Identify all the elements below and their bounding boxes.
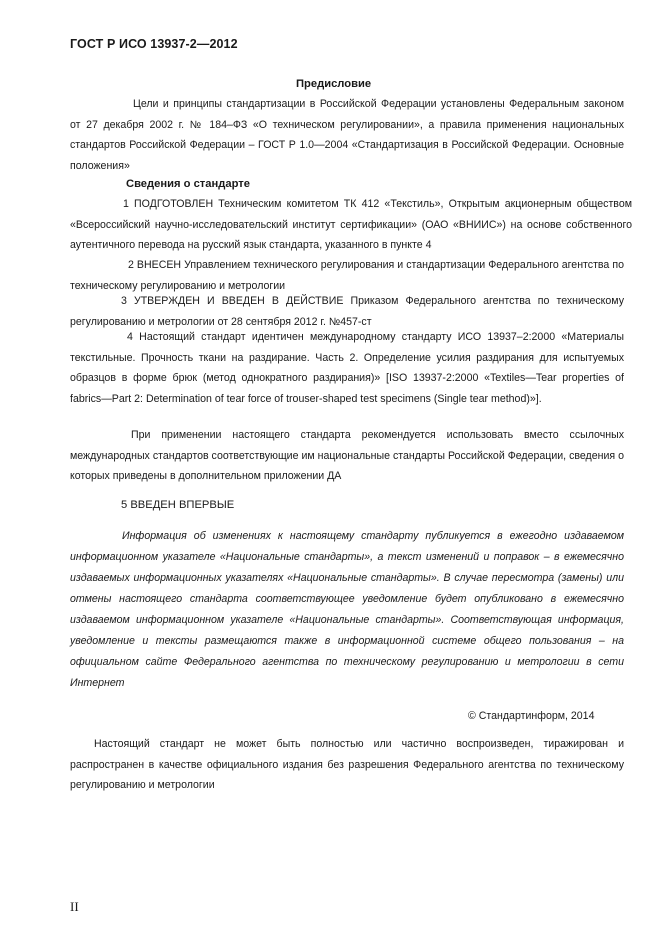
item-5-first-introduced: 5 ВВЕДЕН ВПЕРВЫЕ bbox=[121, 499, 235, 511]
changes-info-text: Информация об изменениях к настоящему стандарту публикуется в ежегодно издаваемом информационном указателе «Национальные стандарты», а текст изменений и поправок – в ежемесячно издаваемых информационных указателях «Национальные стандарты». В случае пересмотра (замены) или отмены настоящего стандарта соответствующее уведомление будет опубликовано в ежемесячно издаваемом информационном указателе «Национальные стандарты». Соответствующая информация, уведомление и тексты размещаются также в информационной системе общего пользования – на официальном сайте Федерального агентства по техническому регулированию и метрологии в сети Интернет bbox=[70, 530, 624, 689]
reproduction-notice-text: Настоящий стандарт не может быть полностью или частично воспроизведен, тиражирован и распространен в качестве официального издания без разрешения Федерального агентства по техническому регулированию и метрологии bbox=[70, 738, 624, 791]
item-2-submitted bbox=[70, 255, 624, 296]
copyright-notice: © Стандартинформ, 2014 bbox=[468, 710, 595, 722]
item-4-note-text: При применении настоящего стандарта рекомендуется использовать вместо ссылочных международных стандартов соответствующие им национальные стандарты Российской Федерации, сведения о которых приведены в дополнительном приложении ДА bbox=[70, 429, 624, 482]
item-3-approved bbox=[70, 291, 624, 332]
item-4-note bbox=[70, 425, 624, 487]
item-2-text: 2 ВНЕСЕН Управлением технического регулирования и стандартизации Федерального агентства по техническому регулированию и метрологии bbox=[70, 259, 624, 292]
standard-code-header: ГОСТ Р ИСО 13937-2—2012 bbox=[70, 37, 238, 51]
reproduction-notice-paragraph bbox=[70, 734, 624, 796]
item-4-text: 4 Настоящий стандарт идентичен международному стандарту ИСО 13937–2:2000 «Материалы текстильные. Прочность ткани на раздирание. Часть 2. Определение усилия раздирания для испытуемых образцов в форме брюк (метод однократного раздирания)» [ISO 13937-2:2000 «Textiles—Tear properties of fabrics—Part 2: Determination of tear force of trouser-shaped test specimens (Single tear method)»]. bbox=[70, 331, 624, 405]
item-1-text: 1 ПОДГОТОВЛЕН Техническим комитетом ТК 412 «Текстиль», Открытым акционерным обществом «Всероссийский научно-исследовательский институт сертификации» (ОАО «ВНИИС») на основе собственного аутентичного перевода на русский язык стандарта, указанного в пункте 4 bbox=[70, 198, 632, 251]
item-4-identical bbox=[70, 327, 624, 409]
changes-info-paragraph bbox=[70, 526, 624, 694]
foreword-title: Предисловие bbox=[296, 78, 372, 90]
foreword-intro-paragraph bbox=[70, 94, 624, 176]
foreword-intro-text: Цели и принципы стандартизации в Российской Федерации установлены Федеральным законом от 27 декабря 2002 г. № 184–ФЗ «О техническом регулировании», а правила применения национальных стандартов Российской Федерации – ГОСТ Р 1.0—2004 «Стандартизация в Российской Федерации. Основные положения» bbox=[70, 98, 624, 172]
about-standard-title: Сведения о стандарте bbox=[126, 178, 250, 190]
item-1-prepared bbox=[70, 194, 632, 256]
item-3-text: 3 УТВЕРЖДЕН И ВВЕДЕН В ДЕЙСТВИЕ Приказом Федерального агентства по техническому регулированию и метрологии от 28 сентября 2012 г. №457-ст bbox=[70, 295, 624, 328]
page-number: II bbox=[70, 899, 79, 914]
